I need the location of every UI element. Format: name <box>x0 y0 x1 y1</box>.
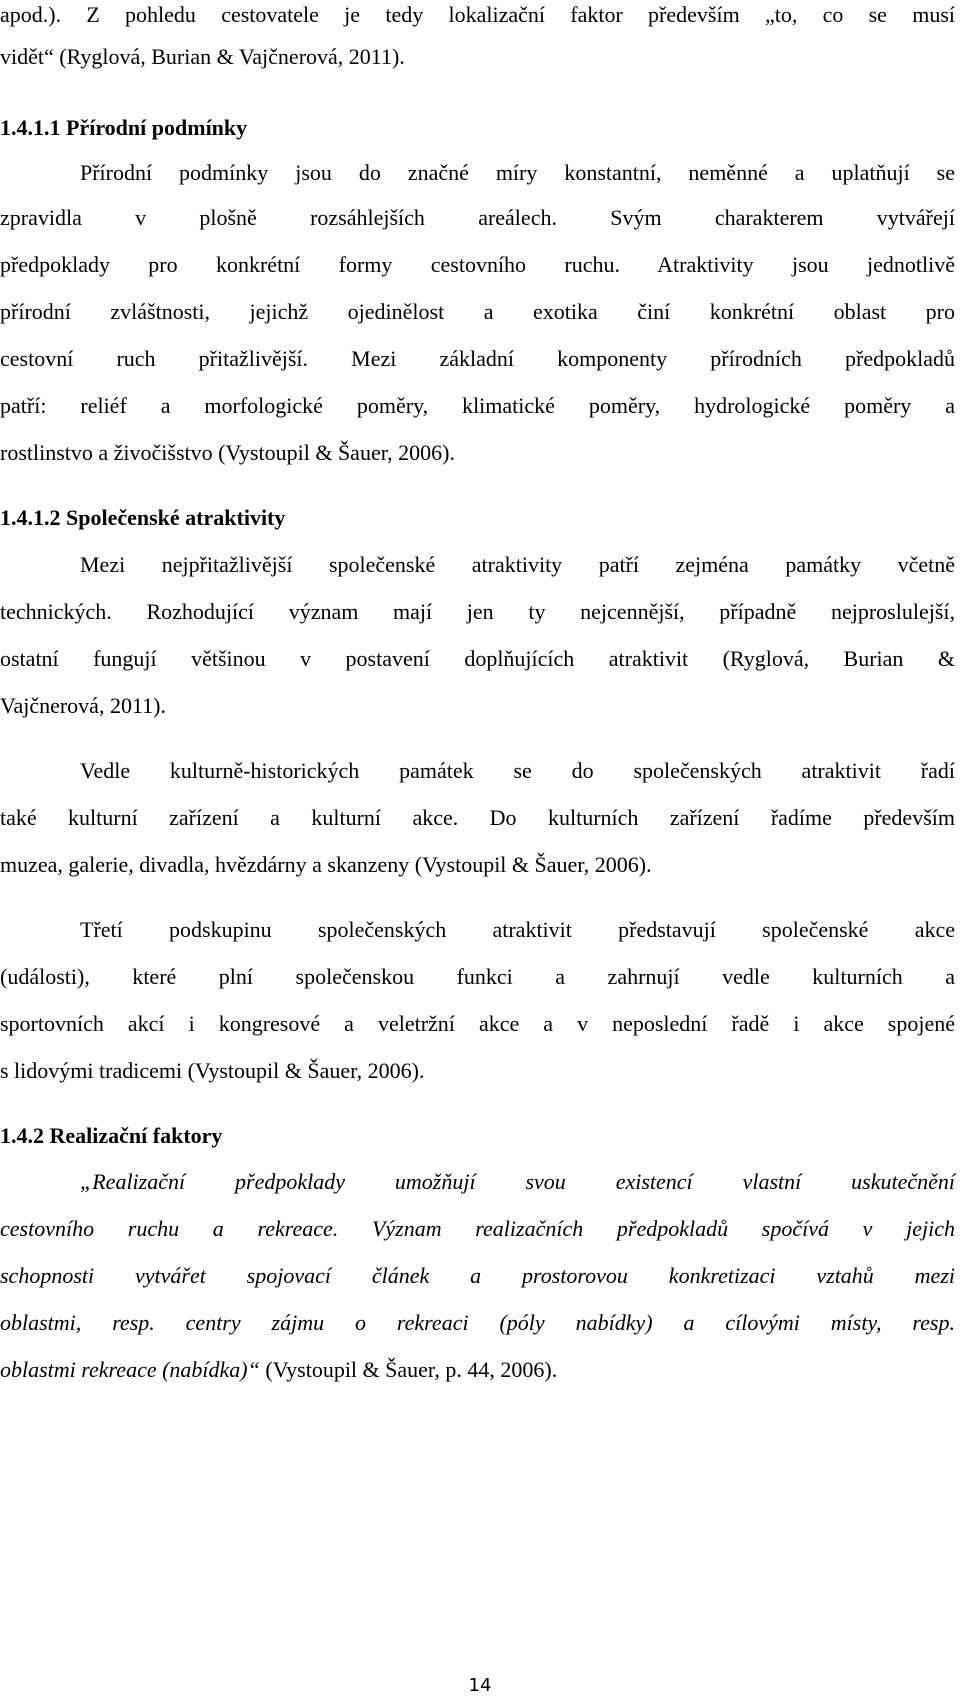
quote-end: oblastmi rekreace (nabídka)“ <box>0 1357 260 1382</box>
text-line: s lidovými tradicemi (Vystoupil & Šauer, 2006). <box>0 1058 425 1083</box>
text-line: přírodní zvláštnosti, jejichž ojedinělost a exotika činí konkrétní oblast pro <box>0 299 955 324</box>
section-heading: 1.4.1.2 Společenské atraktivity <box>0 505 286 530</box>
text-line: patří: reliéf a morfologické poměry, klimatické poměry, hydrologické poměry a <box>0 393 955 418</box>
quote-line: schopnosti vytvářet spojovací článek a prostorovou konkretizaci vztahů mezi <box>0 1263 955 1288</box>
text-line: ostatní fungují většinou v postavení doplňujících atraktivit (Ryglová, Burian & <box>0 646 955 671</box>
text-line: Vedle kulturně-historických památek se do společenských atraktivit řadí <box>80 758 955 783</box>
section-heading: 1.4.1.1 Přírodní podmínky <box>0 115 248 140</box>
quote-last-line <box>0 1355 557 1385</box>
text-line: (události), které plní společenskou funkci a zahrnují vedle kulturních a <box>0 964 955 989</box>
quote-line: oblastmi, resp. centry zájmu o rekreaci (póly nabídky) a cílovými místy, resp. <box>0 1310 955 1335</box>
citation: (Vystoupil & Šauer, p. 44, 2006). <box>259 1357 558 1382</box>
text-line: předpoklady pro konkrétní formy cestovního ruchu. Atraktivity jsou jednotlivě <box>0 252 955 277</box>
text-line: technických. Rozhodující význam mají jen ty nejcennější, případně nejproslulejší, <box>0 599 955 624</box>
text-line: Vajčnerová, 2011). <box>0 693 166 718</box>
quote-line: cestovního ruchu a rekreace. Význam realizačních předpokladů spočívá v jejich <box>0 1216 955 1241</box>
text-line: apod.). Z pohledu cestovatele je tedy lokalizační faktor především „to, co se musí <box>0 2 955 27</box>
quote-line: „Realizační předpoklady umožňují svou existencí vlastní uskutečnění <box>80 1169 955 1194</box>
text-line: zpravidla v plošně rozsáhlejších areálech. Svým charakterem vytvářejí <box>0 205 955 230</box>
page-number: 14 <box>468 1675 492 1696</box>
section-heading: 1.4.2 Realizační faktory <box>0 1123 223 1148</box>
text-line: Přírodní podmínky jsou do značné míry konstantní, neměnné a uplatňují se <box>80 160 955 185</box>
text-line: Mezi nejpřitažlivější společenské atraktivity patří zejména památky včetně <box>80 552 955 577</box>
text-line: rostlinstvo a živočišstvo (Vystoupil & Šauer, 2006). <box>0 440 455 465</box>
text-line: sportovních akcí i kongresové a veletržní akce a v neposlední řadě i akce spojené <box>0 1011 955 1036</box>
text-line: cestovní ruch přitažlivější. Mezi základní komponenty přírodních předpokladů <box>0 346 955 371</box>
text-line: také kulturní zařízení a kulturní akce. Do kulturních zařízení řadíme především <box>0 805 955 830</box>
text-line: Třetí podskupinu společenských atraktivit představují společenské akce <box>80 917 955 942</box>
text-line: vidět“ (Ryglová, Burian & Vajčnerová, 2011). <box>0 44 405 69</box>
text-line: muzea, galerie, divadla, hvězdárny a skanzeny (Vystoupil & Šauer, 2006). <box>0 852 652 877</box>
